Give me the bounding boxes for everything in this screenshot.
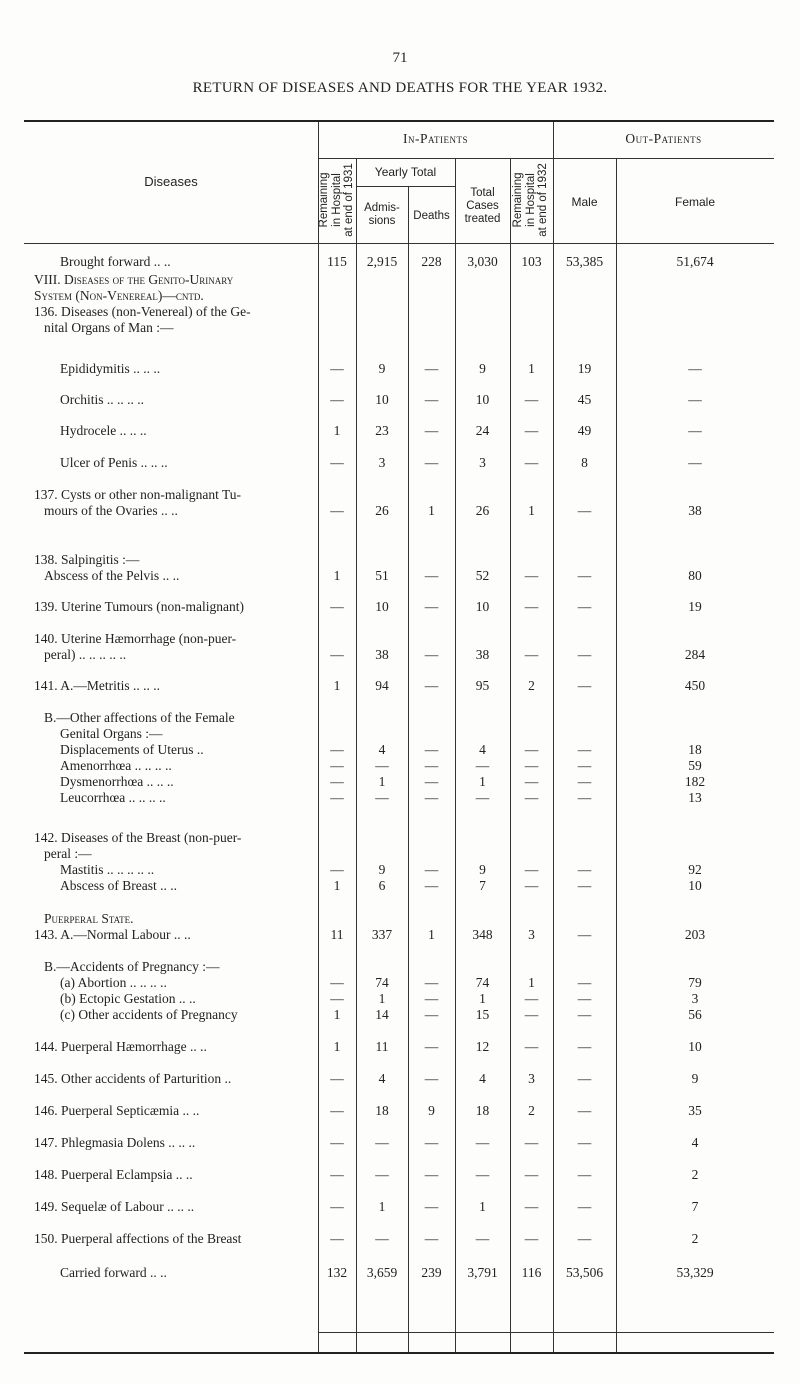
row-cell: 9 [691, 1071, 699, 1086]
row-cell: 203 [684, 927, 706, 942]
row-label: Amenorrhœa .. .. .. .. [60, 758, 172, 773]
row-cell: — [424, 878, 439, 893]
row-cell: 7 [479, 878, 486, 893]
row-cell: — [577, 1199, 592, 1214]
row-cell: 18 [688, 742, 702, 757]
row-label: 142. Diseases of the Breast (non-puer- [34, 830, 242, 845]
row-cell: — [577, 599, 592, 614]
row-cell: — [524, 742, 539, 757]
carried-forward-rule [318, 1332, 774, 1333]
row-cell: 9 [428, 1103, 435, 1118]
row-cell: — [330, 1071, 344, 1086]
row-cell: — [424, 975, 439, 990]
row-cell: 1 [528, 503, 535, 518]
row-label: Abscess of Breast .. .. [60, 878, 177, 893]
row-cell: — [424, 991, 439, 1006]
row-label: Epididymitis .. .. .. [60, 361, 161, 376]
row-cell: — [577, 1167, 592, 1182]
row-cell: 1 [333, 678, 341, 693]
row-label: Hydrocele .. .. .. [60, 423, 147, 438]
row-cell: 450 [684, 678, 706, 693]
row-cell: — [330, 742, 344, 757]
row-cell: — [330, 361, 344, 376]
row-cell: — [424, 1039, 439, 1054]
row-cell: 1 [428, 927, 435, 942]
row-cell: — [577, 790, 592, 805]
row-cell: 3 [528, 1071, 535, 1086]
row-cell: — [330, 991, 344, 1006]
row-cell: 4 [479, 742, 486, 757]
row-cell: 4 [378, 1071, 386, 1086]
row-cell: — [330, 758, 344, 773]
row-cell: 23 [375, 423, 389, 438]
header-male: Male [571, 195, 598, 209]
row-cell: — [330, 1103, 344, 1118]
row-cell: — [424, 758, 439, 773]
row-cell: — [688, 423, 702, 438]
row-label: System (Non-Venereal)—cntd. [34, 288, 204, 303]
row-cell: — [577, 568, 592, 583]
row-cell: — [330, 790, 344, 805]
row-cell: 38 [475, 647, 490, 662]
row-cell: 4 [479, 1071, 486, 1086]
row-cell: 10 [688, 1039, 702, 1054]
row-label: Mastitis .. .. .. .. .. [60, 862, 155, 877]
row-label: 141. A.—Metritis .. .. .. [34, 678, 161, 693]
row-cell: 1 [378, 774, 386, 789]
row-cell: 18 [375, 1103, 389, 1118]
row-cell: 1 [333, 568, 341, 583]
row-cell: 2,915 [366, 254, 398, 269]
header-diseases: Diseases [144, 174, 198, 189]
row-cell: 35 [688, 1103, 702, 1118]
row-cell: — [330, 503, 344, 518]
header-remaining-1931-line1: Remaining [318, 172, 331, 228]
row-cell: 4 [378, 742, 386, 757]
row-label: Brought forward .. .. [60, 254, 171, 269]
row-cell: 1 [378, 991, 386, 1006]
row-label: (a) Abortion .. .. .. .. [60, 975, 167, 990]
row-cell: — [424, 1007, 439, 1022]
row-label: 150. Puerperal affections of the Breast [34, 1231, 242, 1246]
row-cell: — [524, 862, 539, 877]
row-cell: 56 [688, 1007, 702, 1022]
row-cell: 14 [375, 1007, 389, 1022]
header-yearly-total: Yearly Total [374, 165, 437, 179]
row-cell: — [330, 392, 344, 407]
row-cell: — [524, 991, 539, 1006]
row-cell: — [524, 599, 539, 614]
row-cell: 3,791 [467, 1265, 498, 1280]
row-cell: 1 [479, 774, 486, 789]
row-cell: 74 [375, 975, 389, 990]
row-cell: 53,329 [676, 1265, 714, 1280]
header-remaining-1931-line3: at end of 1931 [343, 163, 356, 237]
row-cell: 348 [472, 927, 493, 942]
row-cell: 10 [688, 878, 702, 893]
row-cell: 94 [375, 678, 389, 693]
row-cell: 19 [688, 599, 702, 614]
row-cell: 3 [528, 927, 535, 942]
row-label: 136. Diseases (non-Venereal) of the Ge- [34, 304, 251, 319]
row-cell: — [330, 455, 344, 470]
row-cell: — [424, 455, 439, 470]
row-cell: — [330, 647, 344, 662]
row-label: Puerperal State. [44, 911, 134, 926]
row-label: 140. Uterine Hæmorrhage (non-puer- [34, 631, 237, 646]
row-cell: — [524, 647, 539, 662]
row-cell: 53,506 [565, 1265, 604, 1280]
out-patients-underline [553, 158, 774, 159]
row-cell: — [524, 1039, 539, 1054]
row-cell: 1 [333, 878, 341, 893]
row-cell: — [475, 1135, 490, 1150]
row-cell: 9 [378, 361, 386, 376]
row-cell: — [424, 1071, 439, 1086]
row-cell: — [424, 568, 439, 583]
row-cell: — [330, 774, 344, 789]
row-cell: — [524, 774, 539, 789]
header-female: Female [674, 195, 715, 209]
row-cell: 1 [428, 503, 435, 518]
row-cell: — [688, 455, 702, 470]
row-cell: — [577, 862, 592, 877]
row-cell: — [475, 758, 490, 773]
page-title: RETURN OF DISEASES AND DEATHS FOR THE YEAR 1932. [192, 80, 608, 96]
row-cell: 18 [475, 1103, 490, 1118]
row-cell: — [577, 774, 592, 789]
row-cell: — [524, 1007, 539, 1022]
row-cell: 12 [475, 1039, 490, 1054]
row-label: nital Organs of Man :— [44, 320, 174, 335]
row-cell: — [475, 1231, 490, 1246]
row-cell: — [330, 1167, 344, 1182]
header-admissions-line1: Admis- [364, 202, 400, 214]
row-cell: — [375, 1135, 389, 1150]
row-cell: 38 [375, 647, 389, 662]
row-cell: 10 [475, 392, 490, 407]
row-label: 137. Cysts or other non-malignant Tu- [34, 487, 242, 502]
row-cell: 116 [521, 1265, 542, 1280]
row-cell: 15 [475, 1007, 490, 1022]
row-cell: — [524, 392, 539, 407]
row-cell: — [577, 878, 592, 893]
row-label: 148. Puerperal Eclampsia .. .. [34, 1167, 193, 1182]
row-cell: — [424, 742, 439, 757]
row-cell: 53,385 [565, 254, 604, 269]
row-cell: 284 [684, 647, 706, 662]
row-cell: 9 [378, 862, 386, 877]
row-cell: 3,030 [467, 254, 498, 269]
row-cell: — [524, 878, 539, 893]
row-cell: — [688, 361, 702, 376]
row-cell: — [330, 599, 344, 614]
row-cell: 11 [330, 927, 344, 942]
row-label: B.—Accidents of Pregnancy :— [44, 959, 220, 974]
row-label: Carried forward .. .. [60, 1265, 167, 1280]
row-cell: — [577, 742, 592, 757]
row-cell: — [424, 1199, 439, 1214]
row-cell: 49 [577, 423, 592, 438]
row-cell: — [330, 1231, 344, 1246]
row-cell: — [577, 1231, 592, 1246]
header-deaths: Deaths [413, 210, 450, 222]
row-cell: 2 [528, 678, 535, 693]
header-remaining-1932-line3: at end of 1932 [537, 163, 550, 237]
row-label: 147. Phlegmasia Dolens .. .. .. [34, 1135, 196, 1150]
in-patients-underline [318, 158, 553, 159]
row-cell: — [424, 1167, 439, 1182]
header-admissions-line2: sions [368, 215, 396, 228]
row-label: Orchitis .. .. .. .. [60, 392, 144, 407]
row-cell: 9 [479, 361, 486, 376]
row-label: Dysmenorrhœa .. .. .. [60, 774, 174, 789]
row-cell: 6 [378, 878, 386, 893]
row-cell: 38 [688, 503, 702, 518]
row-cell: — [577, 1135, 592, 1150]
row-cell: 7 [691, 1199, 699, 1214]
row-cell: — [424, 678, 439, 693]
row-cell: — [330, 1135, 344, 1150]
row-cell: — [524, 790, 539, 805]
yearly-total-underline [356, 186, 455, 187]
row-label: Leucorrhœa .. .. .. .. [60, 790, 166, 805]
row-cell: — [424, 1231, 439, 1246]
row-cell: 10 [475, 599, 490, 614]
row-label: (b) Ectopic Gestation .. .. [60, 991, 196, 1006]
row-label: Abscess of the Pelvis .. .. [44, 568, 180, 583]
header-bottom-rule [24, 243, 774, 244]
row-cell: — [375, 1231, 389, 1246]
row-cell: — [577, 503, 592, 518]
top-rule [24, 120, 774, 122]
row-cell: — [688, 392, 702, 407]
header-in-patients: In-Patients [403, 131, 468, 146]
row-cell: 19 [577, 361, 592, 376]
row-cell: 24 [475, 423, 490, 438]
row-label: 143. A.—Normal Labour .. .. [34, 927, 191, 942]
row-cell: — [375, 1167, 389, 1182]
header-remaining-1932-line2: in Hospital [524, 173, 537, 227]
row-cell: — [577, 975, 592, 990]
row-cell: 95 [475, 678, 490, 693]
row-cell: — [475, 1167, 490, 1182]
row-cell: 3 [479, 455, 486, 470]
row-cell: 103 [521, 254, 542, 269]
row-cell: 51,674 [676, 254, 714, 269]
row-label: 149. Sequelæ of Labour .. .. .. [34, 1199, 195, 1214]
row-cell: — [524, 568, 539, 583]
row-cell: 4 [691, 1135, 699, 1150]
row-cell: 239 [421, 1265, 442, 1280]
row-cell: 3 [378, 455, 386, 470]
row-label: 146. Puerperal Septicæmia .. .. [34, 1103, 200, 1118]
header-total-line2: Cases [466, 200, 499, 213]
header-remaining-1932 [512, 163, 550, 237]
row-label: peral :— [44, 846, 92, 861]
row-cell: — [577, 927, 592, 942]
row-cell: 45 [577, 392, 592, 407]
row-cell: 1 [378, 1199, 386, 1214]
row-cell: — [577, 1007, 592, 1022]
header-remaining-1932-line1: Remaining [512, 172, 525, 228]
row-cell: — [577, 1071, 592, 1086]
header-total-cases [455, 187, 510, 227]
row-cell: — [424, 423, 439, 438]
row-cell: — [577, 678, 592, 693]
header-remaining-1931 [318, 163, 356, 237]
row-cell: — [424, 774, 439, 789]
row-cell: 1 [479, 1199, 486, 1214]
page-number: 71 [392, 50, 408, 66]
row-cell: — [577, 1103, 592, 1118]
row-cell: 1 [528, 975, 535, 990]
row-cell: — [424, 790, 439, 805]
row-label: peral) .. .. .. .. .. [44, 647, 127, 662]
row-cell: 10 [375, 599, 389, 614]
row-cell: — [330, 862, 344, 877]
header-out-patients: Out-Patients [625, 131, 702, 146]
row-cell: 52 [475, 568, 490, 583]
row-cell: — [524, 1135, 539, 1150]
row-cell: 182 [684, 774, 706, 789]
row-cell: 80 [688, 568, 702, 583]
row-cell: 132 [326, 1265, 348, 1280]
row-cell: 228 [421, 254, 442, 269]
header-admissions [356, 202, 408, 228]
row-cell: 8 [581, 455, 588, 470]
row-cell: — [577, 647, 592, 662]
row-cell: — [330, 1199, 344, 1214]
row-label: 144. Puerperal Hæmorrhage .. .. [34, 1039, 207, 1054]
row-cell: 115 [327, 254, 347, 269]
row-cell: — [524, 423, 539, 438]
row-label: Displacements of Uterus .. [60, 742, 204, 757]
row-cell: — [424, 862, 439, 877]
row-cell: 1 [479, 991, 486, 1006]
bottom-rule [24, 1352, 774, 1354]
row-cell: — [375, 758, 389, 773]
header-total-line3: treated [464, 213, 501, 226]
header-remaining-1931-line2: in Hospital [330, 173, 343, 227]
row-label: Ulcer of Penis .. .. .. [60, 455, 168, 470]
row-label: mours of the Ovaries .. .. [44, 503, 178, 518]
row-cell: 2 [691, 1167, 699, 1182]
row-cell: 59 [688, 758, 702, 773]
row-cell: — [577, 1039, 592, 1054]
row-cell: 1 [333, 1007, 341, 1022]
row-cell: 2 [528, 1103, 535, 1118]
row-cell: — [524, 1231, 539, 1246]
row-cell: 26 [475, 503, 490, 518]
row-label: 138. Salpingitis :— [34, 552, 140, 567]
row-cell: — [424, 599, 439, 614]
row-cell: — [375, 790, 389, 805]
row-cell: 10 [375, 392, 389, 407]
row-label: 139. Uterine Tumours (non-malignant) [34, 599, 244, 614]
row-cell: — [524, 758, 539, 773]
row-cell: — [524, 1199, 539, 1214]
header-total-line1: Total [470, 187, 495, 199]
row-cell: — [577, 758, 592, 773]
row-cell: 74 [475, 975, 490, 990]
row-cell: — [424, 647, 439, 662]
row-cell: 79 [688, 975, 702, 990]
row-cell: — [330, 975, 344, 990]
row-label: 145. Other accidents of Parturition .. [34, 1071, 232, 1086]
row-cell: 26 [375, 503, 389, 518]
row-cell: 1 [333, 423, 341, 438]
row-cell: — [424, 1135, 439, 1150]
row-cell: 3,659 [366, 1265, 398, 1280]
row-label: B.—Other affections of the Female [44, 710, 235, 725]
row-cell: — [424, 392, 439, 407]
row-cell: — [424, 361, 439, 376]
row-cell: 11 [375, 1039, 389, 1054]
row-cell: 13 [688, 790, 702, 805]
row-cell: 9 [479, 862, 486, 877]
row-cell: 51 [375, 568, 389, 583]
row-cell: — [524, 1167, 539, 1182]
row-cell: 3 [691, 991, 699, 1006]
row-cell: 92 [688, 862, 702, 877]
row-cell: — [524, 455, 539, 470]
row-cell: — [577, 991, 592, 1006]
row-cell: 1 [528, 361, 535, 376]
row-cell: 2 [691, 1231, 699, 1246]
row-label: Genital Organs :— [60, 726, 163, 741]
row-label: VIII. Diseases of the Genito-Urinary [34, 272, 234, 287]
row-cell: 1 [333, 1039, 341, 1054]
row-cell: — [475, 790, 490, 805]
row-cell: 337 [371, 927, 393, 942]
row-label: (c) Other accidents of Pregnancy [60, 1007, 238, 1022]
